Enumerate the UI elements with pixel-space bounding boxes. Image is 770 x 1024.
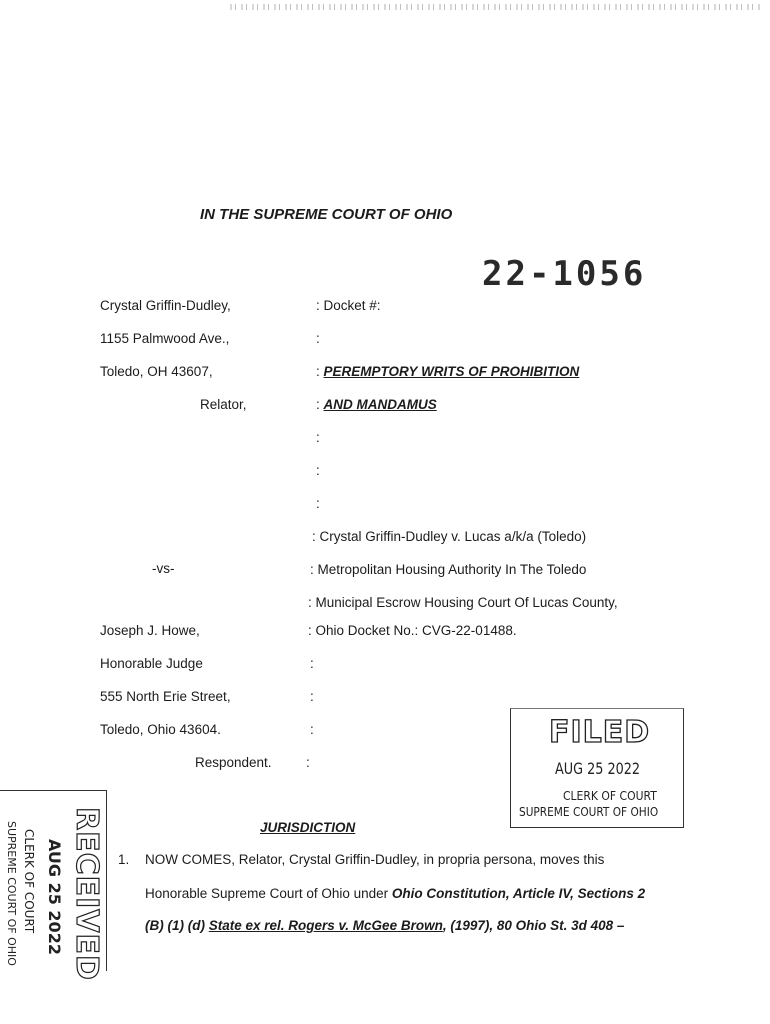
received-stamp-word: RECEIVED xyxy=(69,807,104,981)
received-stamp-clerk: CLERK OF COURT xyxy=(22,829,36,934)
received-stamp-court: SUPREME COURT OF OHIO xyxy=(5,821,18,966)
jurisdiction-heading: JURISDICTION xyxy=(260,820,356,835)
case-title-line-4: : Ohio Docket No.: CVG-22-01488. xyxy=(308,623,517,638)
caption-colon: : xyxy=(316,331,320,346)
paragraph-line-3 xyxy=(145,918,624,933)
case-title-line-1: : Crystal Griffin-Dudley v. Lucas a/k/a (Toledo) xyxy=(312,529,587,544)
paragraph-line-3-suffix: , (1997), 80 Ohio St. 3d 408 – xyxy=(442,918,625,933)
filed-stamp-court: SUPREME COURT OF OHIO xyxy=(519,805,659,819)
caption-colon: : xyxy=(306,755,310,770)
received-stamp-date: AUG 25 2022 xyxy=(45,839,64,955)
caption-colon: : xyxy=(316,463,320,478)
paragraph-line-2 xyxy=(145,886,645,901)
caption-colon: : xyxy=(316,364,320,379)
court-title: IN THE SUPREME COURT OF OHIO xyxy=(200,206,453,223)
respondent-name: Joseph J. Howe, xyxy=(100,623,200,638)
docket-label: : Docket #: xyxy=(316,298,381,313)
case-title-line-2: : Metropolitan Housing Authority In The Toledo xyxy=(310,562,587,577)
scan-artifact-top xyxy=(230,4,760,10)
relator-name: Crystal Griffin-Dudley, xyxy=(100,298,231,313)
paragraph-line-3-prefix: (B) (1) (d) xyxy=(145,918,209,933)
relator-address-2: Toledo, OH 43607, xyxy=(100,364,213,379)
caption-colon: : xyxy=(316,496,320,511)
paragraph-line-3-case: State ex rel. Rogers v. McGee Brown xyxy=(208,918,443,933)
caption-colon: : xyxy=(316,397,320,412)
docket-number-stamp: 22-1056 xyxy=(482,254,647,294)
paragraph-number: 1. xyxy=(118,852,130,867)
respondent-address-1: 555 North Erie Street, xyxy=(100,689,231,704)
writ-title-line-1 xyxy=(316,364,579,379)
caption-colon: : xyxy=(310,689,314,704)
respondent-address-2: Toledo, Ohio 43604. xyxy=(100,722,221,737)
filed-stamp-word: FILED xyxy=(549,715,651,750)
respondent-title: Honorable Judge xyxy=(100,656,203,671)
writ-title-text-2: AND MANDAMUS xyxy=(323,397,437,412)
received-stamp xyxy=(0,790,107,981)
caption-colon: : xyxy=(310,656,314,671)
writ-title-text-1: PEREMPTORY WRITS OF PROHIBITION xyxy=(323,364,580,379)
filed-stamp xyxy=(510,708,684,828)
respondent-role: Respondent. xyxy=(195,755,272,770)
paragraph-line-1: NOW COMES, Relator, Crystal Griffin-Dudley, in propria persona, moves this xyxy=(145,852,605,867)
caption-colon: : xyxy=(310,722,314,737)
writ-title-line-2 xyxy=(316,397,437,412)
paragraph-line-2-plain: Honorable Supreme Court of Ohio under xyxy=(145,886,392,901)
caption-colon: : xyxy=(316,430,320,445)
versus-label: -vs- xyxy=(152,561,175,576)
relator-role: Relator, xyxy=(200,397,247,412)
filed-stamp-clerk: CLERK OF COURT xyxy=(563,789,657,803)
filed-stamp-date: AUG 25 2022 xyxy=(555,759,641,778)
case-title-line-3: : Municipal Escrow Housing Court Of Lucas County, xyxy=(308,595,618,610)
relator-address-1: 1155 Palmwood Ave., xyxy=(100,331,230,346)
paragraph-line-2-citation: Ohio Constitution, Article IV, Sections 2 xyxy=(391,886,646,901)
